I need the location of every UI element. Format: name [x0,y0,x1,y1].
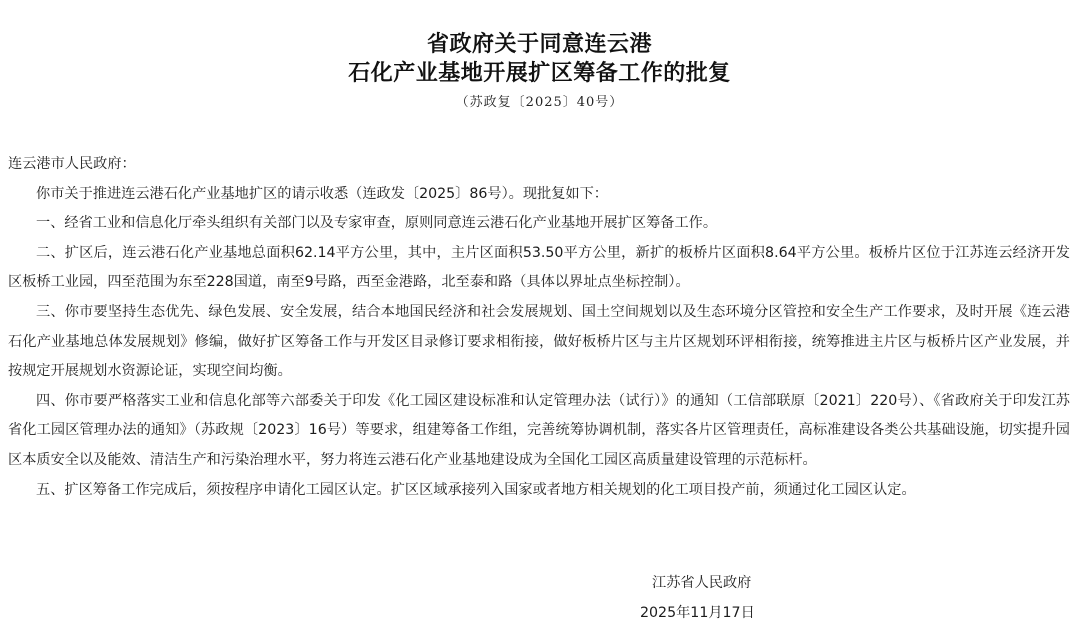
salutation: 连云港市人民政府： [8,156,136,172]
paragraph-item-3: 三、你市要坚持生态优先、绿色发展、安全发展，结合本地国民经济和社会发展规划、国土空间规划以及生态环境分区管控和安全生产工作要求，及时开展《连云港石化产业基地总体发展规划》修编，做好扩区筹备工作与开发区目录修订要求相衔接，做好板桥片区与主片区规划环评相衔接，统筹推进主片区与板桥片区产业发展，并按规定开展规划水资源论证，实现空间均衡。 [8,303,1070,380]
paragraph-item-2: 二、扩区后，连云港石化产业基地总面积62.14平方公里，其中，主片区面积53.50平方公里，新扩的板桥片区面积8.64平方公里。板桥片区位于江苏连云经济开发区板桥工业园，四至范围为东至228国道，南至9号路，西至金港路，北至泰和路（具体以界址点坐标控制）。 [8,244,1070,291]
signing-organization: 江苏省人民政府 [652,575,752,591]
paragraph-item-4: 四、你市要严格落实工业和信息化部等六部委关于印发《化工园区建设标准和认定管理办法（试行）》的通知（工信部联原〔2021〕220号）、《省政府关于印发江苏省化工园区管理办法的通知》（苏政规〔2023〕16号）等要求，组建筹备工作组，完善统筹协调机制，落实各片区管理责任，高标准建设各类公共基础设施，切实提升园区本质安全以及能效、清洁生产和污染治理水平，努力将连云港石化产业基地建设成为全国化工园区高质量建设管理的示范标杆。 [8,392,1070,468]
paragraph-item-5: 五、扩区筹备工作完成后，须按程序申请化工园区认定。扩区区域承接列入国家或者地方相关规划的化工项目投产前，须通过化工园区认定。 [36,481,916,498]
paragraph-intro: 你市关于推进连云港石化产业基地扩区的请示收悉（连政发〔2025〕86号）。现批复如下： [36,185,608,202]
document-body [8,150,1070,505]
document-header [0,30,1079,112]
paragraph-item-1: 一、经省工业和信息化厅牵头组织有关部门以及专家审查，原则同意连云港石化产业基地开展扩区筹备工作。 [36,215,718,232]
signing-date: 2025年11月17日 [640,605,755,621]
signature-block [640,568,790,628]
document-number: （苏政复〔2025〕40号） [455,95,624,110]
document-title-line-2: 石化产业基地开展扩区筹备工作的批复 [348,60,731,86]
document-title-line-1: 省政府关于同意连云港 [426,31,652,57]
